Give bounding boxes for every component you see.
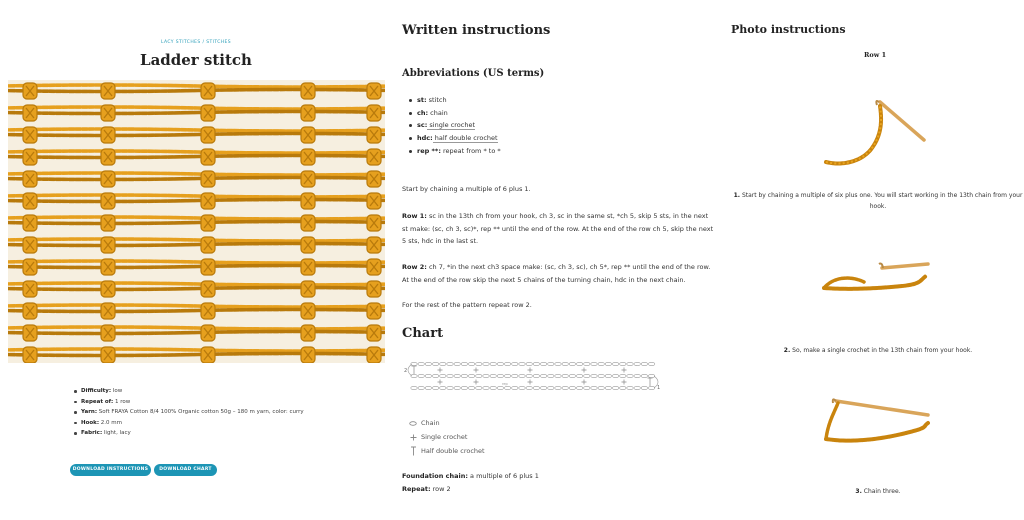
chart-chain-mark xyxy=(447,374,453,377)
foundation-chain-info: Foundation chain: a multiple of 6 plus 1 xyxy=(402,472,539,480)
chart-sc-mark xyxy=(582,380,587,385)
chart-chain-mark xyxy=(598,362,604,365)
spec-item: Difficulty: low xyxy=(74,386,304,397)
step3-caption: 3. Chain three. xyxy=(855,488,901,495)
chart-chain-mark xyxy=(634,386,640,389)
chart-chain-mark xyxy=(598,386,604,389)
chart-chain-mark xyxy=(490,362,496,365)
single-crochet-link[interactable]: single crochet xyxy=(427,121,476,130)
chart-chain-mark xyxy=(555,386,561,389)
chart-chain-mark xyxy=(490,374,496,377)
chart-chain-mark xyxy=(627,362,633,365)
spec-item: Hook: 2.0 mm xyxy=(74,418,304,429)
legend-item-single-crochet: Single crochet xyxy=(405,430,485,444)
abbreviations-heading: Abbreviations (US terms) xyxy=(402,68,545,79)
stitch-chart xyxy=(402,356,664,404)
chart-chain-mark xyxy=(576,386,582,389)
chart-chain-mark xyxy=(497,362,503,365)
chart-chain-mark xyxy=(447,386,453,389)
chart-sc-mark xyxy=(438,380,443,385)
chart-chain-mark xyxy=(620,386,626,389)
row-label: Row 1 xyxy=(864,51,887,59)
chart-chain-mark xyxy=(418,374,424,377)
swatch-chain-strand xyxy=(8,200,385,202)
swatch-chain-strand xyxy=(8,244,385,246)
legend-item-chain: Chain xyxy=(405,416,485,430)
chart-chain-mark xyxy=(584,362,590,365)
photo-instructions-heading: Photo instructions xyxy=(731,23,846,36)
chart-chain-mark xyxy=(454,374,460,377)
spec-item: Yarn: Soft FRAYA Cotton 8/4 100% Organic cotton 50g – 180 m yarn, color: curry xyxy=(74,407,304,418)
swatch-chain-strand xyxy=(8,195,385,197)
written-instructions-heading: Written instructions xyxy=(402,23,551,38)
chart-chain-mark xyxy=(548,374,554,377)
chart-chain-mark xyxy=(648,374,654,377)
chart-chain-mark xyxy=(591,386,597,389)
swatch-chain-strand xyxy=(8,354,385,356)
row2-instruction: Row 2: ch 7, *in the next ch3 space make: (sc, ch 3, sc), ch 5*, rep ** until the end of the row. At the end of the row skip the next 5 chains of the turning chain, hdc in the next chain. xyxy=(402,263,711,284)
half-double-crochet-link[interactable]: half double crochet xyxy=(432,134,498,143)
chart-chain-mark xyxy=(533,362,539,365)
chart-chain-mark xyxy=(612,374,618,377)
chart-chain-mark xyxy=(627,386,633,389)
chart-chain-mark xyxy=(569,374,575,377)
chart-chain-mark xyxy=(598,374,604,377)
written-instructions-column xyxy=(402,0,718,520)
chart-chain-mark xyxy=(425,362,431,365)
chart-rep-label: rep xyxy=(502,382,508,386)
swatch-chain-strand xyxy=(8,266,385,268)
chart-chain-mark xyxy=(562,362,568,365)
chart-sc-mark xyxy=(622,380,627,385)
chart-chain-mark xyxy=(461,386,467,389)
chart-chain-mark xyxy=(648,362,654,365)
chart-chain-mark xyxy=(555,374,561,377)
download-instructions-button[interactable]: DOWNLOAD INSTRUCTIONS xyxy=(70,464,151,476)
chart-chain-mark xyxy=(504,374,510,377)
chart-chain-mark xyxy=(548,362,554,365)
stitch-specs-list xyxy=(74,386,304,439)
chart-chain-mark xyxy=(620,362,626,365)
chart-chain-mark xyxy=(562,386,568,389)
step1-photo xyxy=(822,96,930,170)
chart-legend xyxy=(405,416,485,458)
abbreviation-item: rep **: repeat from * to * xyxy=(409,145,501,158)
chart-hdc-mark xyxy=(412,366,417,374)
swatch-chain-strand xyxy=(8,85,385,87)
chart-chain-mark xyxy=(605,374,611,377)
breadcrumb-lacy-stitches[interactable]: LACY STITCHES xyxy=(160,40,201,45)
chart-chain-mark xyxy=(504,386,510,389)
swatch-chain-strand xyxy=(8,156,385,158)
chart-chain-mark xyxy=(461,374,467,377)
chart-chain-mark xyxy=(540,374,546,377)
swatch-chain-strand xyxy=(8,129,385,131)
chart-chain-mark xyxy=(584,374,590,377)
chart-chain-mark xyxy=(648,386,654,389)
swatch-chain-strand xyxy=(8,217,385,219)
chart-chain-mark xyxy=(641,362,647,365)
swatch-chain-strand xyxy=(8,239,385,241)
chart-chain-mark xyxy=(627,374,633,377)
chart-chain-mark xyxy=(555,362,561,365)
download-chart-button[interactable]: DOWNLOAD CHART xyxy=(154,464,217,476)
chart-chain-mark xyxy=(540,386,546,389)
swatch-chain-strand xyxy=(8,310,385,312)
chart-chain-mark xyxy=(468,386,474,389)
abbreviation-item: hdc: half double crochet xyxy=(409,132,501,145)
swatch-chain-strand xyxy=(8,261,385,263)
chart-chain-mark xyxy=(591,374,597,377)
chart-sc-mark xyxy=(474,368,479,373)
chart-chain-mark xyxy=(454,386,460,389)
swatch-chain-strand xyxy=(8,305,385,307)
abbreviation-item: ch: chain xyxy=(409,107,501,120)
chart-chain-mark xyxy=(540,362,546,365)
chart-chain-mark xyxy=(476,362,482,365)
swatch-chain-strand xyxy=(8,90,385,92)
chart-chain-mark xyxy=(468,374,474,377)
chart-chain-mark xyxy=(576,374,582,377)
chart-chain-mark xyxy=(432,374,438,377)
swatch-chain-strand xyxy=(8,151,385,153)
stitch-summary-column xyxy=(0,0,392,520)
step3-photo xyxy=(822,393,930,451)
page-title: Ladder stitch xyxy=(140,51,252,69)
chart-chain-mark xyxy=(512,374,518,377)
swatch-chain-strand xyxy=(8,107,385,109)
chart-chain-mark xyxy=(497,374,503,377)
chart-chain-mark xyxy=(562,374,568,377)
swatch-chain-strand xyxy=(8,283,385,285)
swatch-chain-strand xyxy=(8,112,385,114)
chart-chain-mark xyxy=(425,374,431,377)
breadcrumb-stitches[interactable]: STITCHES xyxy=(206,40,232,45)
swatch-chain-strand xyxy=(8,332,385,334)
chart-chain-mark xyxy=(519,386,525,389)
swatch-chain-strand xyxy=(8,349,385,351)
chart-row1-label: 1 xyxy=(657,385,661,391)
chart-chain-mark xyxy=(504,362,510,365)
chart-chain-mark xyxy=(526,374,532,377)
chart-heading: Chart xyxy=(402,326,444,341)
abbreviation-item: sc: single crochet xyxy=(409,119,501,132)
chart-chain-mark xyxy=(411,386,417,389)
chart-chain-mark xyxy=(476,386,482,389)
chart-chain-mark xyxy=(519,374,525,377)
t-bar-icon xyxy=(405,446,421,456)
row1-instruction: Row 1: sc in the 13th ch from your hook, ch 3, sc in the same st, *ch 5, skip 5 sts, in the next st make: (sc, ch 3, sc)*, rep ** until the end of the row. At the end of the row ch 5, skip the next 5 sts, hdc in the last st. xyxy=(402,212,714,246)
abbreviation-item: st: stitch xyxy=(409,94,501,107)
chart-chain-mark xyxy=(454,362,460,365)
chart-chain-mark xyxy=(605,362,611,365)
chart-chain-mark xyxy=(584,386,590,389)
chart-chain-mark xyxy=(447,362,453,365)
repeat-info: Repeat: row 2 xyxy=(402,485,451,493)
chart-chain-mark xyxy=(432,386,438,389)
chart-chain-mark xyxy=(418,386,424,389)
swatch-chain-strand xyxy=(8,178,385,180)
chart-chain-mark xyxy=(483,386,489,389)
step1-caption: 1. Start by chaining a multiple of six plus one. You will start working in the 13th chain from your hook. xyxy=(733,192,1023,210)
chart-chain-mark xyxy=(569,386,575,389)
chart-sc-mark xyxy=(528,368,533,373)
chart-chain-mark xyxy=(512,362,518,365)
photo-instructions-column xyxy=(724,0,1024,520)
legend-item-half-double-crochet: Half double crochet xyxy=(405,444,485,458)
abbreviations-list xyxy=(409,94,501,158)
chart-sc-mark xyxy=(474,380,479,385)
chart-sc-mark xyxy=(528,380,533,385)
chart-row2-label: 2 xyxy=(404,368,408,374)
chart-chain-mark xyxy=(418,362,424,365)
chart-chain-mark xyxy=(526,386,532,389)
step2-photo xyxy=(822,248,930,306)
breadcrumb xyxy=(0,40,392,45)
chart-chain-mark xyxy=(576,362,582,365)
chart-chain-mark xyxy=(490,386,496,389)
chart-chain-mark xyxy=(425,386,431,389)
plus-icon xyxy=(405,434,421,441)
chart-chain-mark xyxy=(440,386,446,389)
chart-chain-mark xyxy=(612,386,618,389)
chart-chain-mark xyxy=(512,386,518,389)
chart-chain-mark xyxy=(641,374,647,377)
chart-chain-mark xyxy=(548,386,554,389)
chart-chain-mark xyxy=(497,386,503,389)
chart-chain-mark xyxy=(612,362,618,365)
spec-item: Repeat of: 1 row xyxy=(74,397,304,408)
chart-hdc-mark xyxy=(648,378,653,386)
chart-chain-mark xyxy=(440,362,446,365)
chart-sc-mark xyxy=(438,368,443,373)
chart-chain-mark xyxy=(432,362,438,365)
chart-chain-mark xyxy=(461,362,467,365)
chart-chain-mark xyxy=(634,374,640,377)
chart-chain-mark xyxy=(483,362,489,365)
chart-chain-mark xyxy=(641,386,647,389)
breadcrumb-separator: / xyxy=(200,40,207,45)
chart-chain-mark xyxy=(605,386,611,389)
stitch-photo xyxy=(8,80,385,363)
chart-chain-mark xyxy=(533,374,539,377)
chart-chain-mark xyxy=(634,362,640,365)
chart-sc-mark xyxy=(622,368,627,373)
chart-chain-mark xyxy=(569,362,575,365)
chart-sc-mark xyxy=(582,368,587,373)
swatch-chain-strand xyxy=(8,327,385,329)
chart-chain-mark xyxy=(591,362,597,365)
chart-chain-mark xyxy=(519,362,525,365)
chain-oval-icon xyxy=(405,421,421,426)
chart-chain-mark xyxy=(468,362,474,365)
swatch-chain-strand xyxy=(8,288,385,290)
chart-chain-mark xyxy=(483,374,489,377)
chart-chain-mark xyxy=(526,362,532,365)
swatch-chain-strand xyxy=(8,134,385,136)
swatch-chain-strand xyxy=(8,222,385,224)
chart-chain-mark xyxy=(440,374,446,377)
spec-item: Fabric: light, lacy xyxy=(74,428,304,439)
start-instruction: Start by chaining a multiple of 6 plus 1. xyxy=(402,185,531,193)
chart-chain-mark xyxy=(533,386,539,389)
step2-caption: 2. So, make a single crochet in the 13th chain from your hook. xyxy=(783,347,973,354)
chart-chain-mark xyxy=(620,374,626,377)
swatch-chain-strand xyxy=(8,173,385,175)
rest-instruction: For the rest of the pattern repeat row 2. xyxy=(402,301,532,309)
chart-chain-mark xyxy=(476,374,482,377)
chart-turning-arc-left xyxy=(408,364,412,376)
